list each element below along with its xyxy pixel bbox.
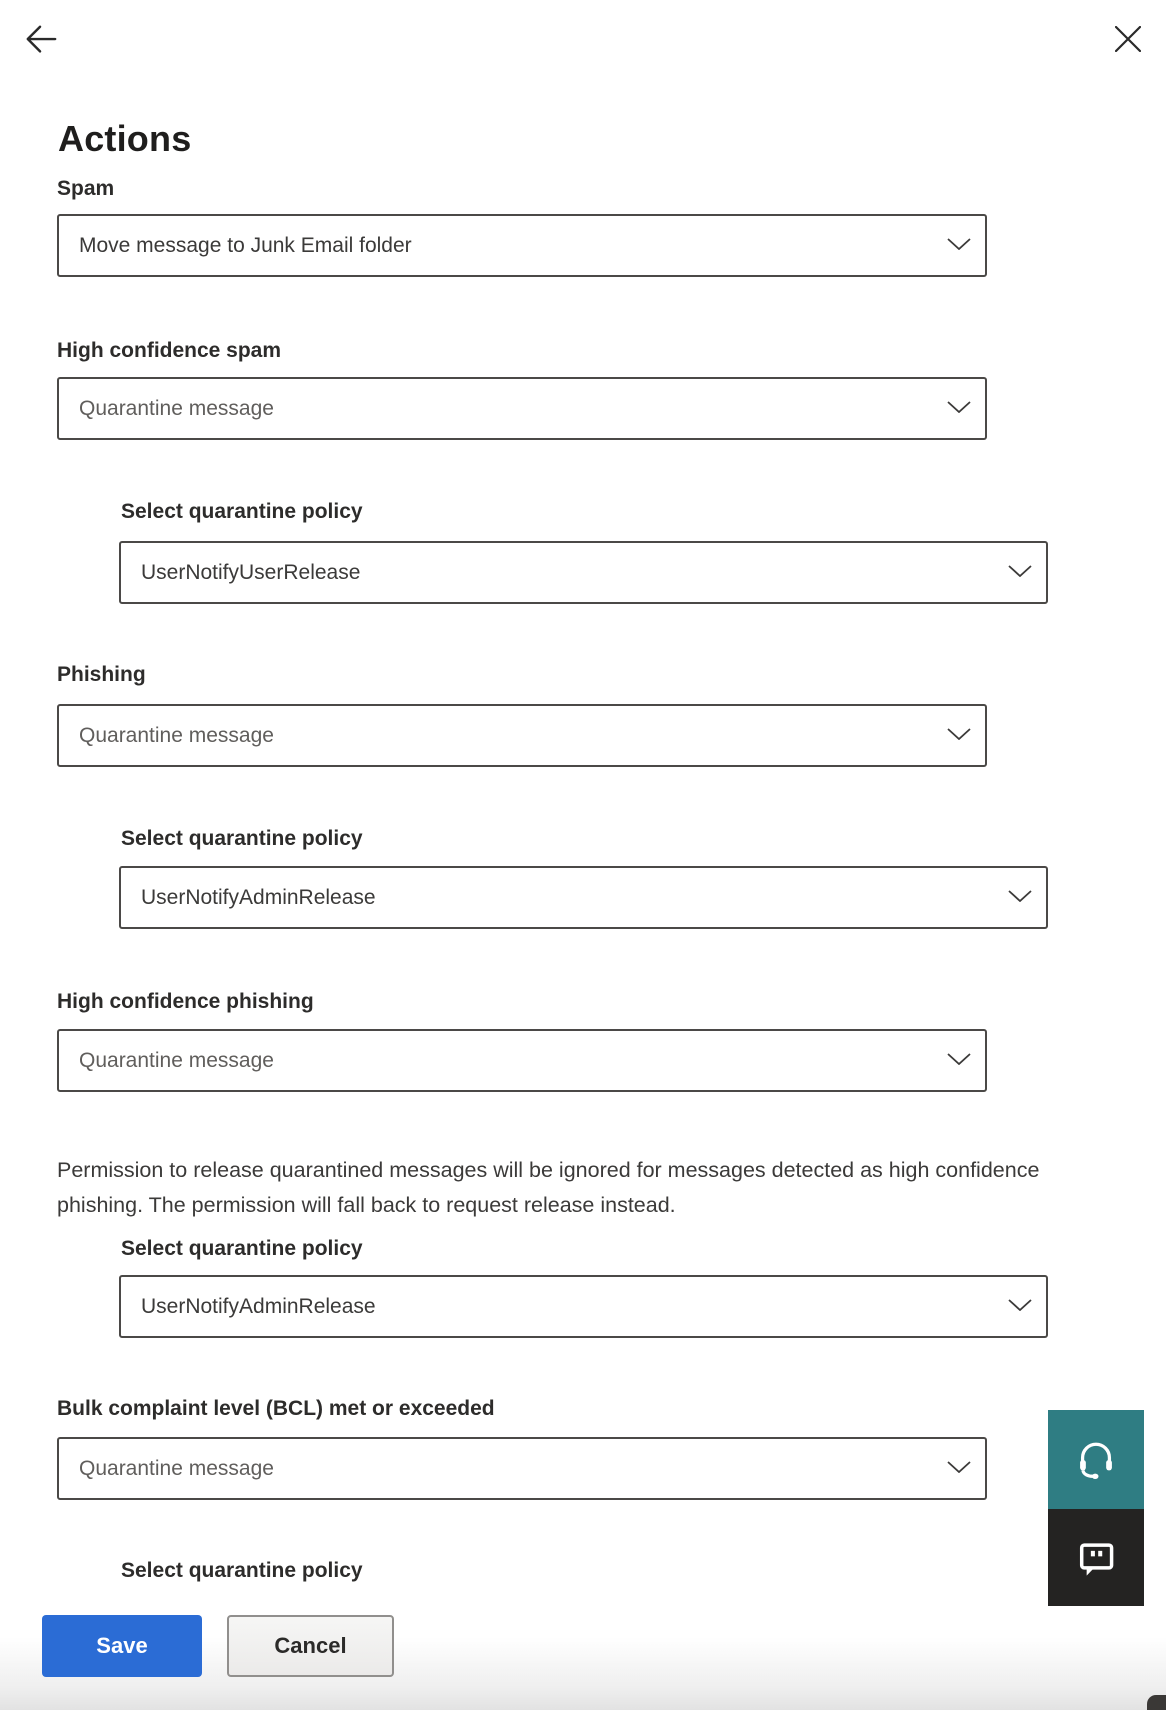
quarantine-policy-label-3: Select quarantine policy — [121, 1237, 363, 1260]
high-confidence-phishing-label: High confidence phishing — [57, 990, 314, 1013]
feedback-button[interactable] — [1048, 1509, 1144, 1606]
phishing-label: Phishing — [57, 663, 146, 686]
phishing-action-dropdown[interactable] — [57, 704, 987, 767]
page-title: Actions — [58, 118, 192, 160]
footer — [0, 1584, 1166, 1710]
info-text: Permission to release quarantined messages will be ignored for messages detected as high confidence phishing. The permission will fall back to request release instead. — [57, 1157, 1040, 1217]
chevron-down-icon — [947, 1460, 971, 1478]
help-button[interactable] — [1048, 1410, 1144, 1509]
dropdown-value: UserNotifyAdminRelease — [141, 885, 376, 909]
chevron-down-icon — [1008, 564, 1032, 582]
back-arrow-icon — [23, 23, 59, 57]
headset-icon — [1073, 1437, 1119, 1483]
save-button[interactable]: Save — [42, 1615, 202, 1677]
bulk-complaint-level-label: Bulk complaint level (BCL) met or exceeded — [57, 1397, 495, 1420]
high-confidence-spam-action-dropdown[interactable] — [57, 377, 987, 440]
dropdown-value: Move message to Junk Email folder — [79, 233, 412, 257]
quarantine-policy-label-4-clipped: Select quarantine policy — [121, 1559, 363, 1582]
cut-off-element — [1147, 1695, 1166, 1710]
dropdown-value: Quarantine message — [79, 1048, 274, 1072]
high-confidence-spam-label: High confidence spam — [57, 339, 282, 362]
chevron-down-icon — [947, 400, 971, 418]
dropdown-value: Quarantine message — [79, 1456, 274, 1480]
high-confidence-phishing-action-dropdown[interactable] — [57, 1029, 987, 1092]
chevron-down-icon — [1008, 1298, 1032, 1316]
quarantine-policy-dropdown-3[interactable] — [119, 1275, 1048, 1338]
quarantine-policy-dropdown-1[interactable] — [119, 541, 1048, 604]
quarantine-policy-dropdown-2[interactable] — [119, 866, 1048, 929]
chat-bubble-icon — [1074, 1536, 1118, 1580]
cancel-button[interactable]: Cancel — [227, 1615, 394, 1677]
quarantine-policy-label-1: Select quarantine policy — [121, 500, 363, 523]
dropdown-value: Quarantine message — [79, 396, 274, 420]
dropdown-value: Quarantine message — [79, 723, 274, 747]
close-button[interactable] — [1110, 21, 1146, 57]
close-icon — [1115, 26, 1141, 52]
chevron-down-icon — [947, 237, 971, 255]
dropdown-value: UserNotifyUserRelease — [141, 560, 361, 584]
spam-action-dropdown[interactable] — [57, 214, 987, 277]
chevron-down-icon — [947, 1052, 971, 1070]
dropdown-value: UserNotifyAdminRelease — [141, 1294, 376, 1318]
spam-label: Spam — [57, 177, 115, 200]
back-button[interactable] — [19, 19, 63, 61]
chevron-down-icon — [1008, 889, 1032, 907]
chevron-down-icon — [947, 727, 971, 745]
bulk-complaint-level-action-dropdown[interactable] — [57, 1437, 987, 1500]
quarantine-policy-label-2: Select quarantine policy — [121, 827, 363, 850]
